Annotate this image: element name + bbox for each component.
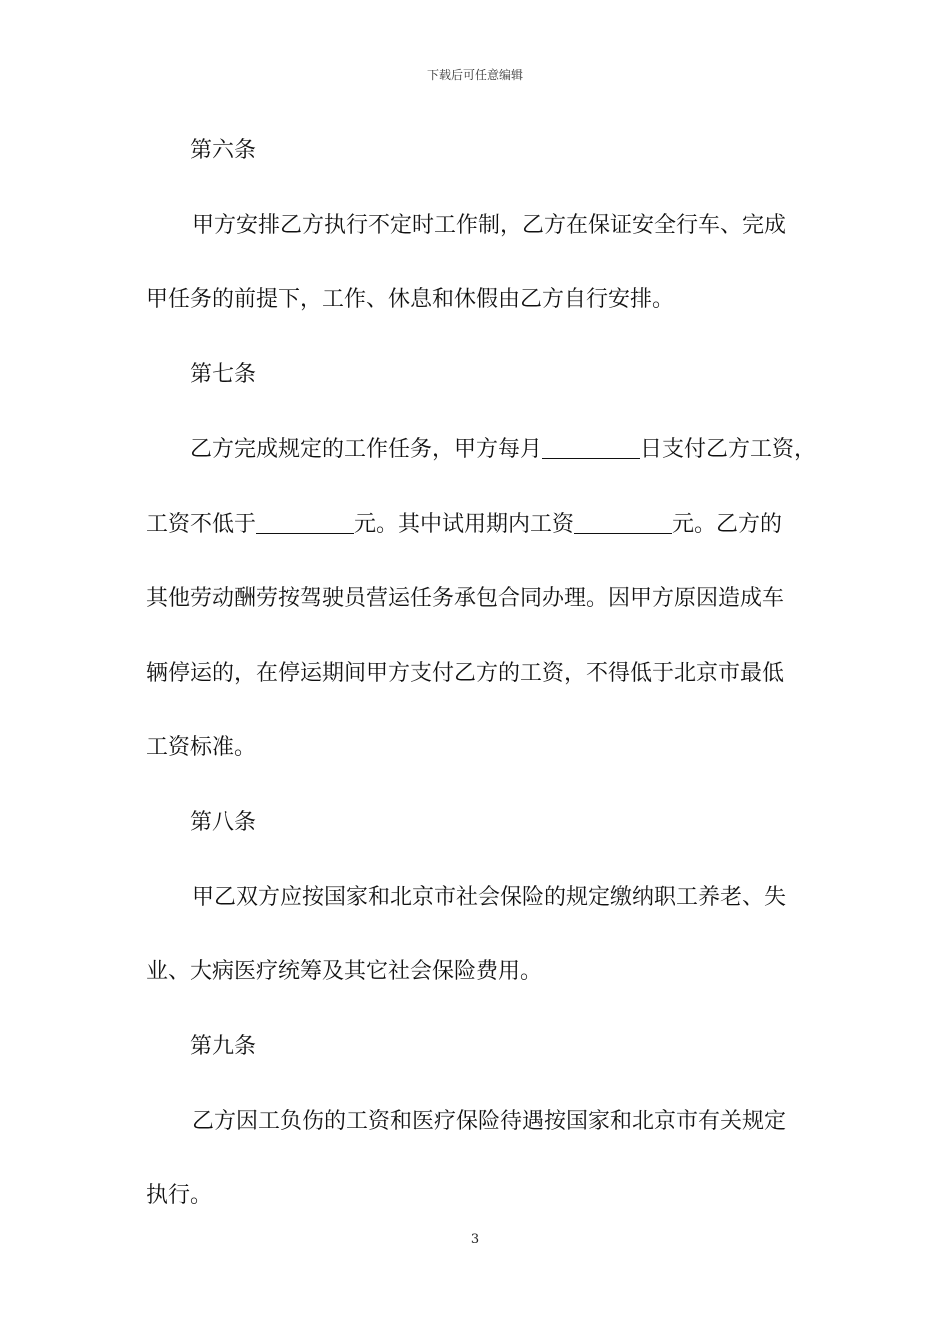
article-7-paragraph-line-4: 辆停运的，在停运期间甲方支付乙方的工资，不得低于北京市最低 <box>146 661 785 686</box>
article-8-heading: 第八条 <box>190 810 257 835</box>
article-7-heading: 第七条 <box>190 362 257 387</box>
article-7-text-d: 元。其中试用期内工资 <box>354 512 575 537</box>
minimum-wage-blank[interactable] <box>256 511 354 534</box>
article-7-text-c: 工资不低于 <box>146 512 257 537</box>
page-number: 3 <box>470 1232 480 1247</box>
article-6-heading: 第六条 <box>190 138 257 163</box>
article-7-text-e: 元。乙方的 <box>672 512 783 537</box>
article-7-paragraph-line-3: 其他劳动酬劳按驾驶员营运任务承包合同办理。因甲方原因造成车 <box>146 586 785 611</box>
pay-day-blank[interactable] <box>542 436 640 459</box>
article-7-paragraph-line-5: 工资标准。 <box>146 735 257 760</box>
article-9-paragraph-line-2: 执行。 <box>146 1183 213 1208</box>
article-9-heading: 第九条 <box>190 1034 257 1059</box>
probation-wage-blank[interactable] <box>574 511 672 534</box>
article-8-paragraph-line-1: 甲乙双方应按国家和北京市社会保险的规定缴纳职工养老、失 <box>192 885 787 910</box>
article-9-paragraph-line-1: 乙方因工负伤的工资和医疗保险待遇按国家和北京市有关规定 <box>192 1109 787 1134</box>
article-8-paragraph-line-2: 业、大病医疗统筹及其它社会保险费用。 <box>146 959 543 984</box>
page-header: 下载后可任意编辑 <box>426 68 523 82</box>
article-7-text-b: 日支付乙方工资， <box>640 437 817 462</box>
article-7-text-a: 乙方完成规定的工作任务，甲方每月 <box>190 437 543 462</box>
article-6-paragraph-line-2: 甲任务的前提下，工作、休息和休假由乙方自行安排。 <box>146 287 675 312</box>
article-7-paragraph-line-2 <box>146 510 782 540</box>
article-6-paragraph-line-1: 甲方安排乙方执行不定时工作制，乙方在保证安全行车、完成 <box>192 213 787 238</box>
article-7-paragraph-line-1 <box>190 435 816 465</box>
